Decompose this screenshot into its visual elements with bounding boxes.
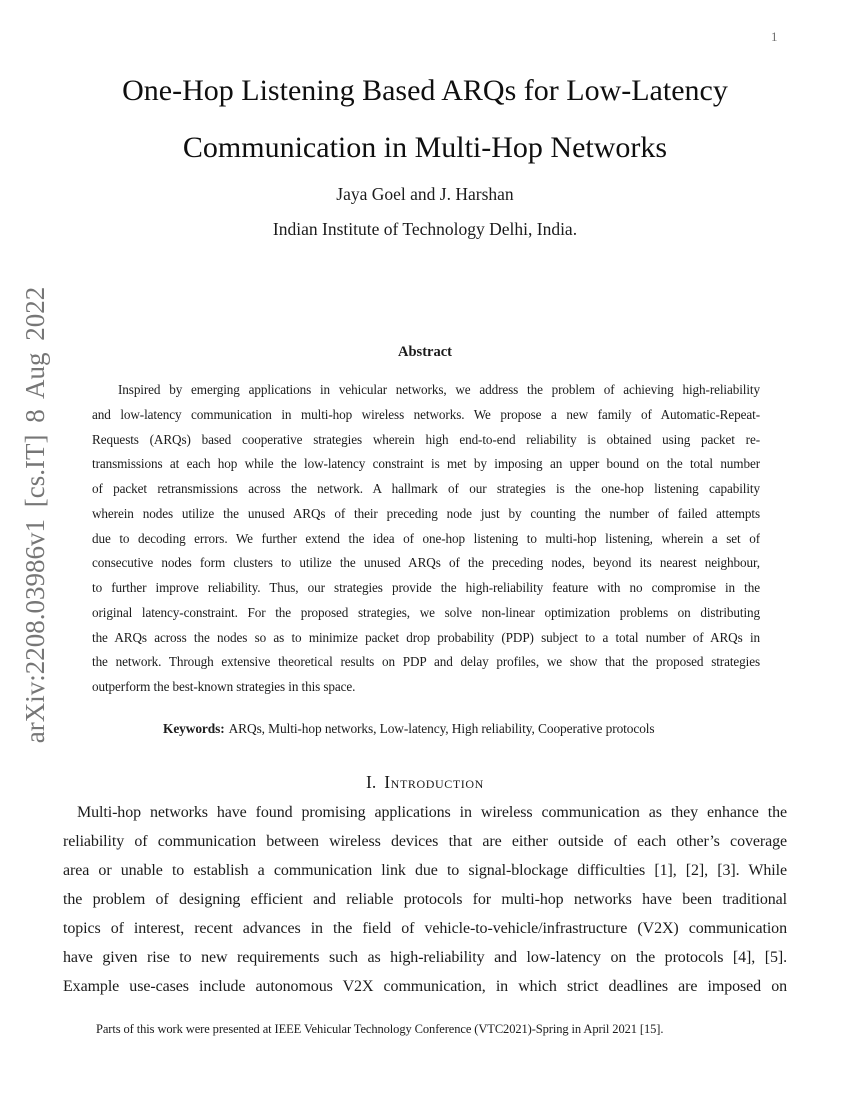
intro-line: area or unable to establish a communication link due to signal-blockage difficulties [1], [2], [3]. While [63,862,787,879]
paper-title-line-1: One-Hop Listening Based ARQs for Low-Latency [122,74,728,107]
keywords-text: ARQs, Multi-hop networks, Low-latency, High reliability, Cooperative protocols [228,721,655,736]
intro-line: Multi-hop networks have found promising applications in wireless communication as they enhance the [77,804,787,821]
abstract-line: original latency-constraint. For the proposed strategies, we solve non-linear optimization problems on distributing [92,604,760,620]
abstract-line: and low-latency communication in multi-hop wireless networks. We propose a new family of Automatic-Repeat- [92,406,760,422]
abstract-line: transmissions at each hop while the low-latency constraint is met by imposing an upper bound on the total number [92,456,760,472]
keywords-label: Keywords: [163,721,225,736]
intro-line: reliability of communication between wireless devices that are either outside of each other’s coverage [63,833,787,850]
abstract-body [92,378,760,700]
abstract-heading: Abstract [398,344,452,360]
abstract-line: the network. Through extensive theoretical results on PDP and delay profiles, we show that the proposed strategies [92,654,760,670]
abstract-line: Requests (ARQs) based cooperative strategies wherein high end-to-end reliability is obtained using packet re- [92,431,760,447]
abstract-line: Inspired by emerging applications in vehicular networks, we address the problem of achieving high-reliability [118,382,760,397]
abstract-line: to further improve reliability. Thus, our strategies provide the high-reliability feature with no compromise in the [92,580,760,595]
intro-line: topics of interest, recent advances in the field of vehicle-to-vehicle/infrastructure (V2X) communication [63,920,787,937]
authors-line: Jaya Goel and J. Harshan [336,184,514,204]
paper-title-line-2: Communication in Multi-Hop Networks [182,131,668,164]
abstract-line: wherein nodes utilize the unused ARQs of their preceding node just by counting the number of failed attempts [92,505,760,521]
keywords-line [163,721,655,737]
arxiv-watermark: arXiv:2208.03986v1 [cs.IT] 8 Aug 2022 [20,286,50,744]
paper-title [0,62,850,176]
abstract-line: the ARQs across the nodes so as to minimize packet drop probability (PDP) subject to a total number of ARQs in [92,629,760,645]
footnote-text: Parts of this work were presented at IEEE Vehicular Technology Conference (VTC2021)-Spring in April 2021 [15]. [96,1022,664,1036]
abstract-line: of packet retransmissions across the network. A hallmark of our strategies is the one-hop listening capability [92,481,760,496]
affiliation-line: Indian Institute of Technology Delhi, India. [272,219,578,239]
abstract-line: due to decoding errors. We further extend the idea of one-hop listening to multi-hop listening, wherein a set of [92,530,760,546]
introduction-body [63,798,787,1001]
section-heading-introduction [0,772,850,793]
section-number: I. [366,772,377,792]
page-number: 1 [771,29,778,44]
intro-line: Example use-cases include autonomous V2X communication, in which strict deadlines are imposed on [63,978,787,995]
intro-line: have given rise to new requirements such as high-reliability and low-latency on the protocols [4], [5]. [63,949,787,966]
abstract-line: consecutive nodes form clusters to utilize the unused ARQs of the preceding nodes, beyond its nearest neighbour, [92,555,760,571]
section-title: Introduction [384,772,484,792]
abstract-line: outperform the best-known strategies in this space. [92,679,356,694]
intro-line: the problem of designing efficient and reliable protocols for multi-hop networks have been traditional [63,891,787,908]
